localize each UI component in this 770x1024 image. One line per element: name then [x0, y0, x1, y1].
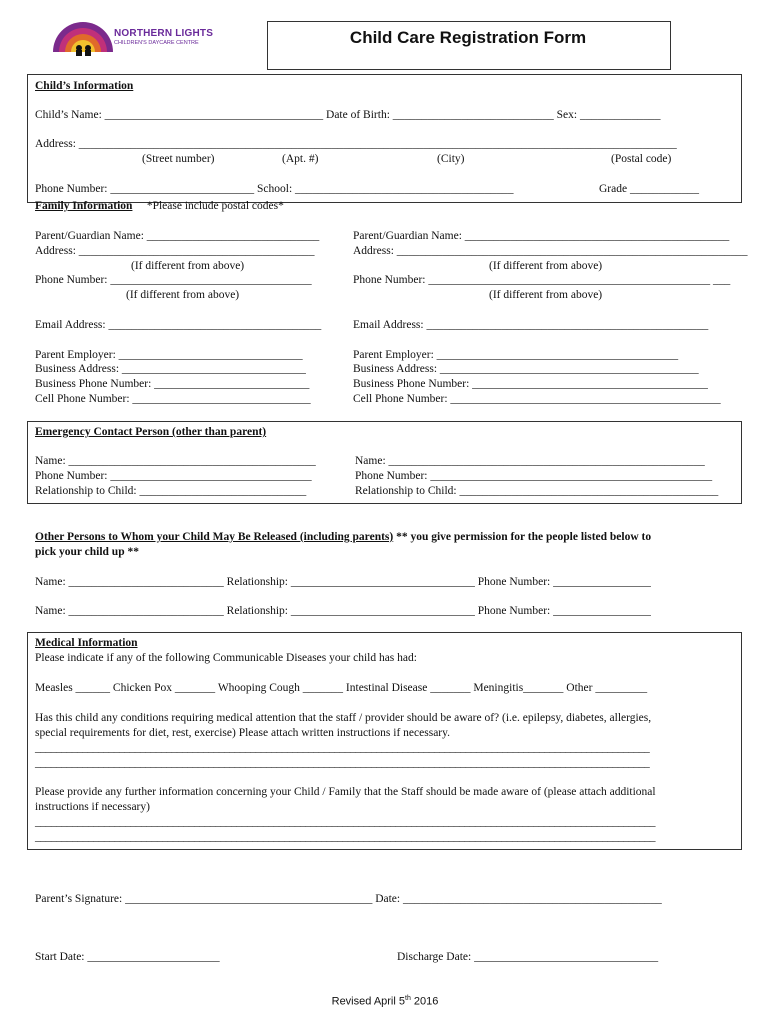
further-info-question-line2: instructions if necessary) — [35, 801, 150, 813]
guardian1-cell-phone-field[interactable]: Cell Phone Number: _______________________________ — [35, 393, 311, 405]
start-date-field[interactable]: Start Date: _______________________ — [35, 951, 220, 963]
medical-intro: Please indicate if any of the following Communicable Diseases your child has had: — [35, 652, 417, 664]
family-info-heading: Family Information — [35, 200, 133, 212]
child-info-heading: Child’s Information — [35, 80, 134, 92]
city-caption: (City) — [437, 153, 465, 165]
logo-title: NORTHERN LIGHTS — [114, 28, 214, 39]
guardian1-business-address-field[interactable]: Business Address: ________________________________ — [35, 363, 306, 375]
further-info-answer-line[interactable]: _____________________________________________________________________________________________________________________ — [35, 816, 656, 828]
family-info-heading-row — [35, 200, 284, 212]
guardian2-email-field[interactable]: Email Address: _________________________________________________ — [353, 319, 709, 331]
conditions-answer-line[interactable]: _____________________________________________________________________________________________________________________ — [35, 757, 650, 769]
guardian2-address-note: (If different from above) — [489, 260, 603, 272]
release-person1-row[interactable]: Name: ___________________________ Relationship: ________________________________ Phone Number: _________________ — [35, 576, 651, 588]
apt-caption: (Apt. #) — [282, 153, 319, 165]
grade-field[interactable]: Grade ____________ — [599, 183, 699, 195]
guardian1-phone-note: (If different from above) — [126, 289, 240, 301]
revision-prefix: Revised April 5 — [331, 995, 405, 1008]
guardian1-business-phone-field[interactable]: Business Phone Number: ___________________________ — [35, 378, 310, 390]
guardian1-phone-field[interactable]: Phone Number: ___________________________________ — [35, 274, 312, 286]
medical-heading: Medical Information — [35, 637, 138, 649]
street-number-caption: (Street number) — [142, 153, 215, 165]
guardian2-business-phone-field[interactable]: Business Phone Number: _________________________________________ — [353, 378, 708, 390]
northern-lights-logo-icon — [50, 16, 116, 58]
further-info-answer-line[interactable]: _____________________________________________________________________________________________________________________ — [35, 831, 656, 843]
postal-codes-note: *Please include postal codes* — [132, 200, 284, 212]
page-title: Child Care Registration Form — [349, 28, 587, 47]
discharge-date-field[interactable]: Discharge Date: ________________________________ — [397, 951, 659, 963]
release-permission-note: ** you give permission for the people listed below to — [393, 531, 652, 543]
guardian2-phone-field[interactable]: Phone Number: _________________________________________________ ___ — [353, 274, 731, 286]
emergency-heading: Emergency Contact Person (other than parent) — [35, 426, 267, 438]
guardian2-phone-note: (If different from above) — [489, 289, 603, 301]
emergency1-name-field[interactable]: Name: ___________________________________________ — [35, 455, 316, 467]
emergency2-phone-field[interactable]: Phone Number: _________________________________________________ — [355, 470, 713, 482]
emergency1-phone-field[interactable]: Phone Number: ___________________________________ — [35, 470, 312, 482]
release-person2-row[interactable]: Name: ___________________________ Relationship: ________________________________ Phone Number: _________________ — [35, 605, 651, 617]
logo-subtitle: CHILDREN'S DAYCARE CENTRE — [114, 40, 199, 46]
release-heading-line2: pick your child up ** — [35, 546, 139, 558]
guardian2-name-field[interactable]: Parent/Guardian Name: ______________________________________________ — [353, 230, 730, 242]
revision-year: 2016 — [410, 995, 439, 1008]
revision-note — [0, 995, 770, 1008]
child-address-field[interactable]: Address: ________________________________________________________________________________________________________ — [35, 138, 677, 150]
postal-code-caption: (Postal code) — [611, 153, 672, 165]
conditions-answer-line[interactable]: _____________________________________________________________________________________________________________________ — [35, 742, 650, 754]
guardian1-address-note: (If different from above) — [131, 260, 245, 272]
further-info-question-line1: Please provide any further information concerning your Child / Family that the Staff should be made aware of (please attach additional — [35, 786, 656, 798]
release-heading-row — [35, 531, 651, 543]
guardian2-cell-phone-field[interactable]: Cell Phone Number: _______________________________________________ — [353, 393, 721, 405]
guardian2-address-field[interactable]: Address: _____________________________________________________________ — [353, 245, 748, 257]
child-phone-school-field[interactable]: Phone Number: _________________________ School: ______________________________________ — [35, 183, 514, 195]
diseases-field[interactable]: Measles ______ Chicken Pox _______ Whooping Cough _______ Intestinal Disease _______ Meningitis_______ Other _________ — [35, 682, 648, 694]
conditions-question-line1: Has this child any conditions requiring medical attention that the staff / provider should be aware of? (i.e. epilepsy, diabetes, allergies, — [35, 712, 652, 724]
emergency1-relationship-field[interactable]: Relationship to Child: _____________________________ — [35, 485, 307, 497]
guardian1-employer-field[interactable]: Parent Employer: ________________________________ — [35, 349, 303, 361]
guardian2-employer-field[interactable]: Parent Employer: __________________________________________ — [353, 349, 679, 361]
child-name-dob-sex-field[interactable]: Child’s Name: ______________________________________ Date of Birth: ____________________________ Sex: ______________ — [35, 109, 661, 121]
emergency2-relationship-field[interactable]: Relationship to Child: _____________________________________________ — [355, 485, 719, 497]
guardian2-business-address-field[interactable]: Business Address: _____________________________________________ — [353, 363, 699, 375]
emergency2-name-field[interactable]: Name: _______________________________________________________ — [355, 455, 705, 467]
guardian1-name-field[interactable]: Parent/Guardian Name: ______________________________ — [35, 230, 320, 242]
guardian1-address-field[interactable]: Address: _________________________________________ — [35, 245, 315, 257]
revision-suffix-th: th — [405, 995, 411, 1002]
conditions-question-line2: special requirements for diet, rest, exercise) Please attach written instructions if necessary. — [35, 727, 451, 739]
release-heading: Other Persons to Whom your Child May Be Released (including parents) — [35, 531, 394, 543]
parent-signature-date-field[interactable]: Parent’s Signature: ___________________________________________ Date: _____________________________________________ — [35, 893, 662, 905]
guardian1-email-field[interactable]: Email Address: _____________________________________ — [35, 319, 322, 331]
